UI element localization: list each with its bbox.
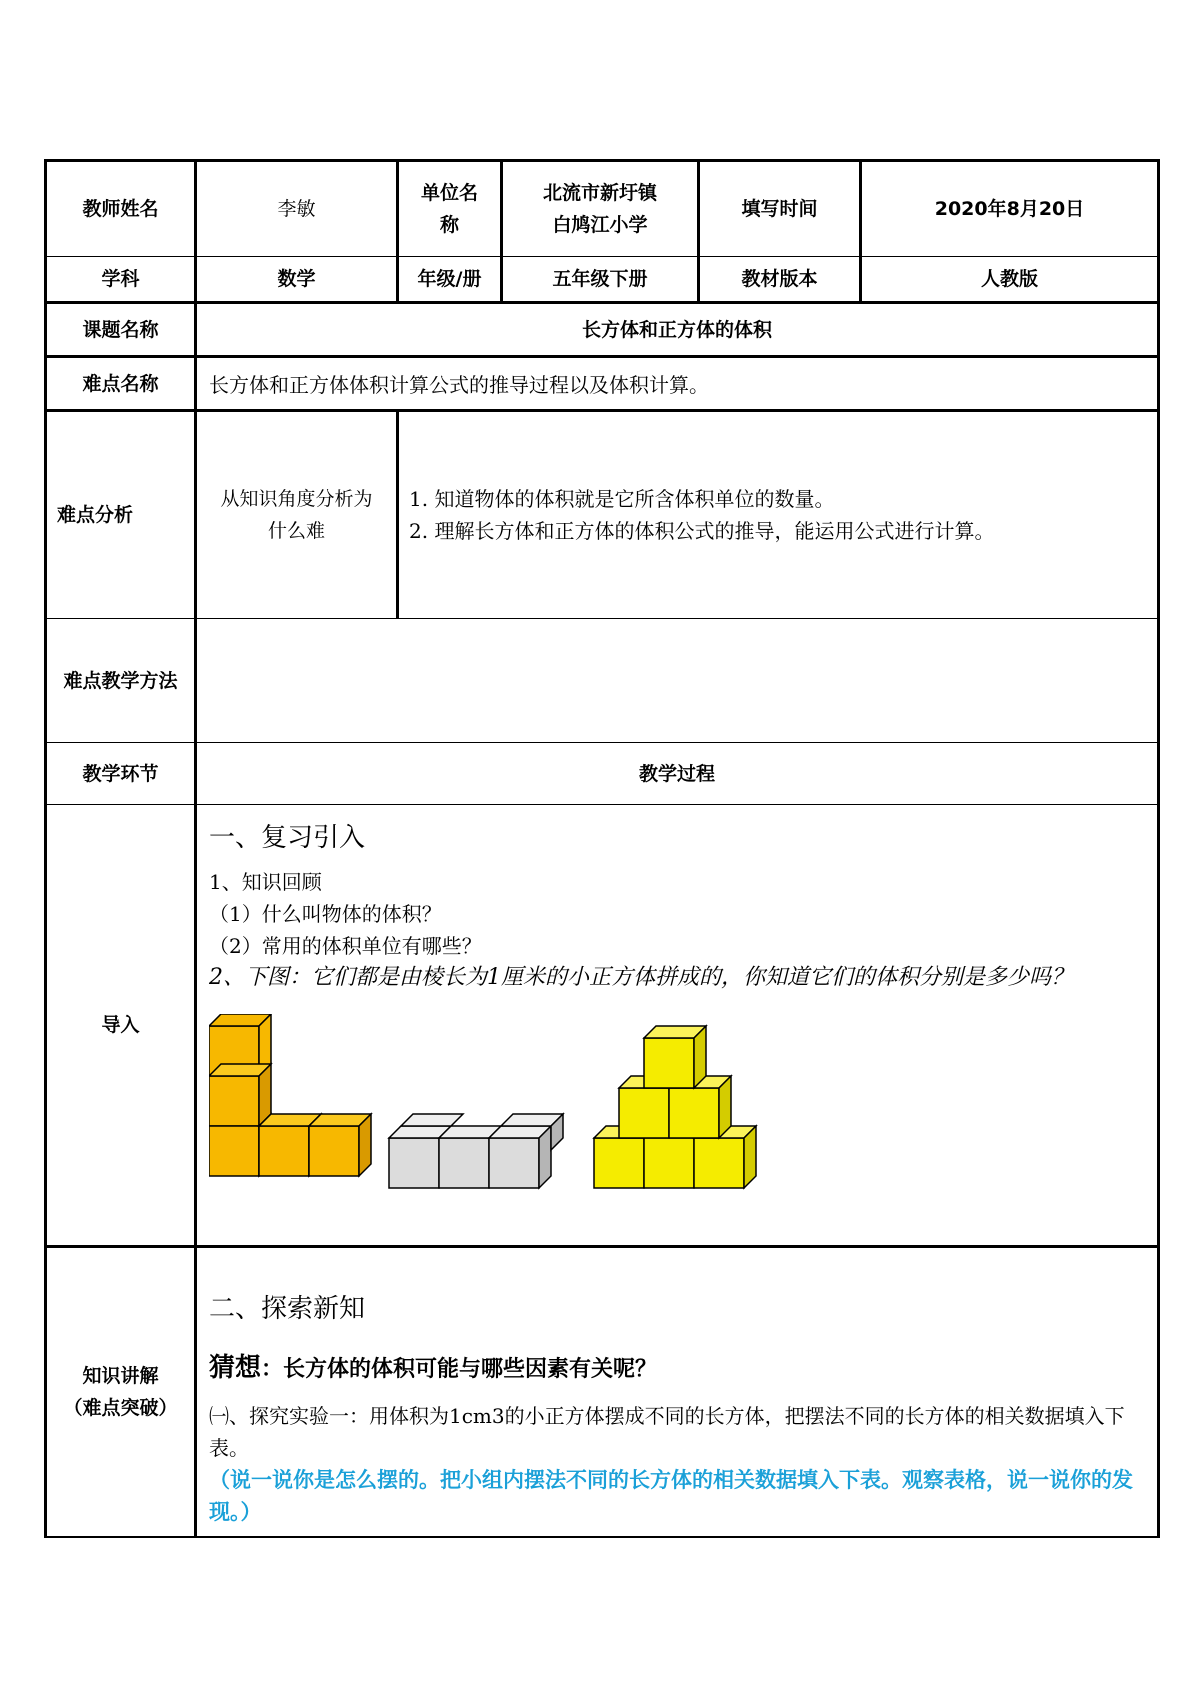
explore-content [196,1247,1159,1538]
guess-line [209,1347,1145,1384]
explore-label-line2: （难点突破） [63,1397,178,1419]
difficulty-label: 难点名称 [46,357,196,411]
intro-question: 2、下图：它们都是由棱长为1厘米的小正方体拼成的，你知道它们的体积分别是多少吗？ [209,965,1073,990]
blue-note: （说一说你是怎么摆的。把小组内摆法不同的长方体的相关数据填入下表。观察表格，说一说你的发现。） [209,1468,1133,1524]
unit-value-line2: 白鸠江小学 [552,214,648,236]
guess-prefix: 猜想 [209,1353,262,1383]
edition-value: 人教版 [861,257,1159,303]
row-teacher [46,161,1159,257]
unit-label-line1: 单位名 [420,182,478,204]
unit-label-line2: 称 [439,214,459,236]
method-value [196,619,1159,743]
difficulty-value: 长方体和正方体体积计算公式的推导过程以及体积计算。 [196,357,1159,411]
row-difficulty [46,357,1159,411]
intro-line: 1、知识回顾 [209,870,322,894]
row-process-header [46,743,1159,805]
cube-figures [209,1014,1145,1194]
intro-content [196,805,1159,1247]
analysis-sublabel-line1: 从知识角度分析为 [220,488,373,510]
unit-label [398,161,502,257]
unit-value [502,161,699,257]
guess-text: ：长方体的体积可能与哪些因素有关呢？ [261,1357,658,1382]
grade-value: 五年级下册 [502,257,699,303]
unit-value-line1: 北流市新圩镇 [542,182,657,204]
orange-cube-group [209,1014,371,1176]
topic-value: 长方体和正方体的体积 [196,303,1159,357]
analysis-sublabel [196,411,398,619]
cube-illustration [209,1014,769,1194]
edition-label: 教材版本 [699,257,861,303]
date-label: 填写时间 [699,161,861,257]
teacher-label: 教师姓名 [46,161,196,257]
analysis-sublabel-line2: 什么难 [267,520,325,542]
analysis-list [398,411,1159,619]
row-explore [46,1247,1159,1538]
explore-label-line1: 知识讲解 [82,1365,159,1387]
intro-heading: 一、复习引入 [209,823,366,853]
row-topic [46,303,1159,357]
date-value: 2020年8月20日 [861,161,1159,257]
analysis-item: 2. 理解长方体和正方体的体积公式的推导，能运用公式进行计算。 [409,519,995,543]
row-method [46,619,1159,743]
subject-value: 数学 [196,257,398,303]
gray-cube-group [389,1114,563,1188]
analysis-item: 1. 知道物体的体积就是它所含体积单位的数量。 [409,487,835,511]
explore-heading: 二、探索新知 [209,1294,366,1324]
yellow-cube-group [594,1026,756,1188]
teacher-value: 李敏 [196,161,398,257]
grade-label: 年级/册 [398,257,502,303]
analysis-label: 难点分析 [46,411,196,619]
intro-line: （1）什么叫物体的体积？ [209,902,442,926]
intro-line: （2）常用的体积单位有哪些？ [209,934,482,958]
process-value: 教学过程 [196,743,1159,805]
experiment-text: ㈠、探究实验一：用体积为1cm3的小正方体摆成不同的长方体，把摆法不同的长方体的相关数据填入下表。 [209,1404,1125,1460]
subject-label: 学科 [46,257,196,303]
topic-label: 课题名称 [46,303,196,357]
explore-label [46,1247,196,1538]
row-subject [46,257,1159,303]
row-analysis [46,411,1159,619]
process-label: 教学环节 [46,743,196,805]
lesson-table [44,159,1160,1538]
intro-label: 导入 [46,805,196,1247]
row-intro [46,805,1159,1247]
lesson-plan-table [44,159,1157,1538]
method-label: 难点教学方法 [46,619,196,743]
